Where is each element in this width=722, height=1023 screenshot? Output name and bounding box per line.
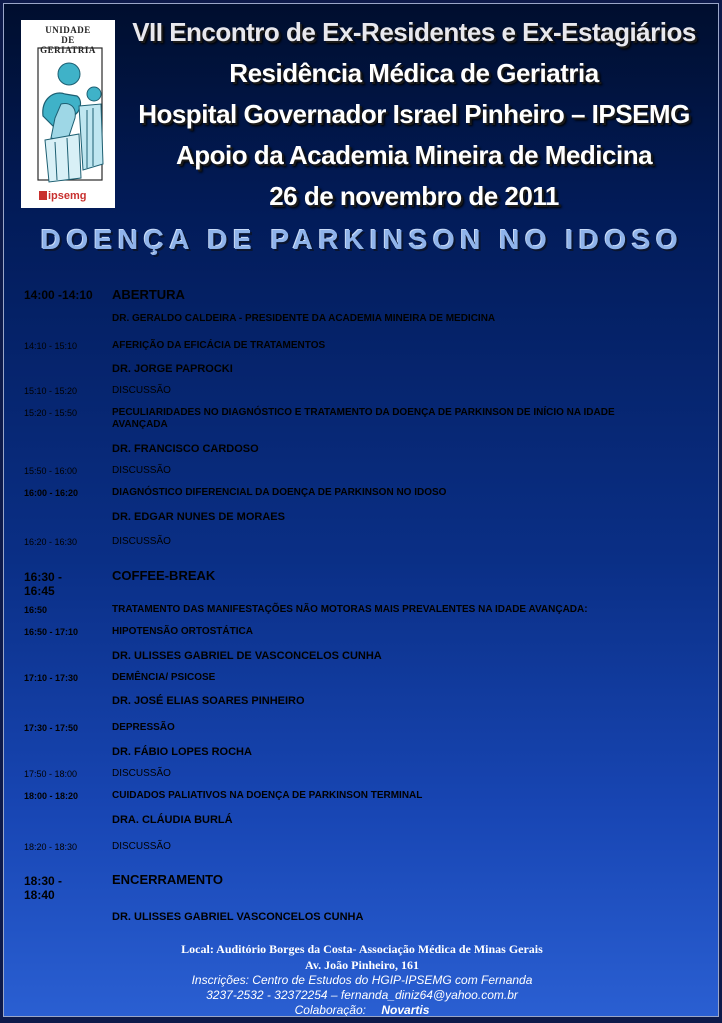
schedule-speaker: DR. GERALDO CALDEIRA - PRESIDENTE DA ACADEMIA MINEIRA DE MEDICINA	[112, 313, 496, 324]
schedule-session: COFFEE-BREAK	[112, 568, 216, 583]
page-title: DOENÇA DE PARKINSON NO IDOSO	[40, 224, 684, 255]
contact-text: 3237-2532 - 32372254 – fernanda_diniz64@yahoo.com.br	[206, 988, 518, 1002]
schedule-session: PECULIARIDADES NO DIAGNÓSTICO E TRATAMENTO DA DOENÇA DE PARKINSON DE INÍCIO NA IDADE AVANÇADA	[112, 407, 615, 430]
logo-text-line: DE	[61, 35, 75, 45]
header-line: VII Encontro de Ex-Residentes e Ex-Estagiários	[132, 17, 696, 47]
schedule-time: 16:30 - 16:45	[24, 570, 63, 598]
schedule-session: DISCUSSÃO	[112, 536, 171, 547]
schedule-speaker: DR. ULISSES GABRIEL VASCONCELOS CUNHA	[112, 911, 364, 923]
schedule-time: 17:30 - 17:50	[24, 723, 79, 733]
schedule-session: DISCUSSÃO	[112, 841, 171, 852]
schedule-time: 14:10 - 15:10	[24, 341, 78, 351]
schedule-time: 16:50	[24, 605, 48, 615]
logo-text-line: UNIDADE	[45, 25, 91, 35]
schedule-time: 16:50 - 17:10	[24, 627, 79, 637]
schedule-session: TRATAMENTO DAS MANIFESTAÇÕES NÃO MOTORAS MAIS PREVALENTES NA IDADE AVANÇADA:	[112, 604, 588, 615]
schedule-speaker: DR. JORGE PAPROCKI	[112, 363, 233, 375]
collaboration-text	[4, 1003, 719, 1017]
schedule-session: DEPRESSÃO	[112, 722, 175, 733]
sponsor-name: Novartis	[381, 1003, 430, 1017]
schedule-speaker: DR. JOSÉ ELIAS SOARES PINHEIRO	[112, 695, 305, 707]
schedule-time: 18:30 - 18:40	[24, 874, 63, 902]
schedule-session: DISCUSSÃO	[112, 465, 171, 476]
schedule-time: 16:20 - 16:30	[24, 537, 78, 547]
schedule-session: DIAGNÓSTICO DIFERENCIAL DA DOENÇA DE PARKINSON NO IDOSO	[112, 487, 447, 498]
schedule-time: 14:00 -14:10	[24, 288, 93, 302]
schedule-time: 15:50 - 16:00	[24, 466, 78, 476]
schedule-session: HIPOTENSÃO ORTOSTÁTICA	[112, 626, 253, 637]
schedule-speaker: DR. ULISSES GABRIEL DE VASCONCELOS CUNHA	[112, 650, 382, 662]
schedule-session: AFERIÇÃO DA EFICÁCIA DE TRATAMENTOS	[112, 340, 326, 351]
schedule-speaker: DR. FÁBIO LOPES ROCHA	[112, 746, 252, 758]
schedule-time: 15:20 - 15:50	[24, 408, 78, 418]
schedule-session: ENCERRAMENTO	[112, 872, 223, 887]
schedule-session: DISCUSSÃO	[112, 385, 171, 396]
logo-text-line: GERIATRIA	[40, 45, 96, 55]
schedule-speaker: DR. EDGAR NUNES DE MORAES	[112, 511, 285, 523]
venue-text: Local: Auditório Borges da Costa- Associação Médica de Minas Gerais	[181, 942, 543, 956]
ipsemg-wordmark: ipsemg	[48, 190, 87, 202]
event-footer	[4, 941, 719, 1017]
schedule-session: DEMÊNCIA/ PSICOSE	[112, 672, 216, 683]
address-text: Av. João Pinheiro, 161	[305, 958, 419, 972]
schedule-session: ABERTURA	[112, 287, 185, 302]
schedule-time: 18:20 - 18:30	[24, 842, 78, 852]
header-line: Hospital Governador Israel Pinheiro – IPSEMG	[138, 99, 690, 129]
header-line: Apoio da Academia Mineira de Medicina	[175, 140, 653, 170]
schedule-session: DISCUSSÃO	[112, 768, 171, 779]
event-date: 26 de novembro de 2011	[269, 181, 559, 211]
schedule-time: 15:10 - 15:20	[24, 386, 78, 396]
registration-text: Inscrições: Centro de Estudos do HGIP-IPSEMG com Fernanda	[191, 973, 533, 987]
schedule-speaker: DR. FRANCISCO CARDOSO	[112, 443, 259, 455]
poster	[3, 3, 719, 1017]
schedule	[4, 4, 719, 1017]
header-line: Residência Médica de Geriatria	[229, 58, 599, 88]
schedule-time: 17:50 - 18:00	[24, 769, 78, 779]
schedule-time: 17:10 - 17:30	[24, 673, 79, 683]
schedule-time: 16:00 - 16:20	[24, 488, 79, 498]
schedule-session: CUIDADOS PALIATIVOS NA DOENÇA DE PARKINSON TERMINAL	[112, 790, 423, 801]
schedule-speaker: DRA. CLÁUDIA BURLÁ	[112, 814, 233, 826]
schedule-time: 18:00 - 18:20	[24, 791, 79, 801]
collaboration-label: Colaboração:	[294, 1003, 366, 1017]
